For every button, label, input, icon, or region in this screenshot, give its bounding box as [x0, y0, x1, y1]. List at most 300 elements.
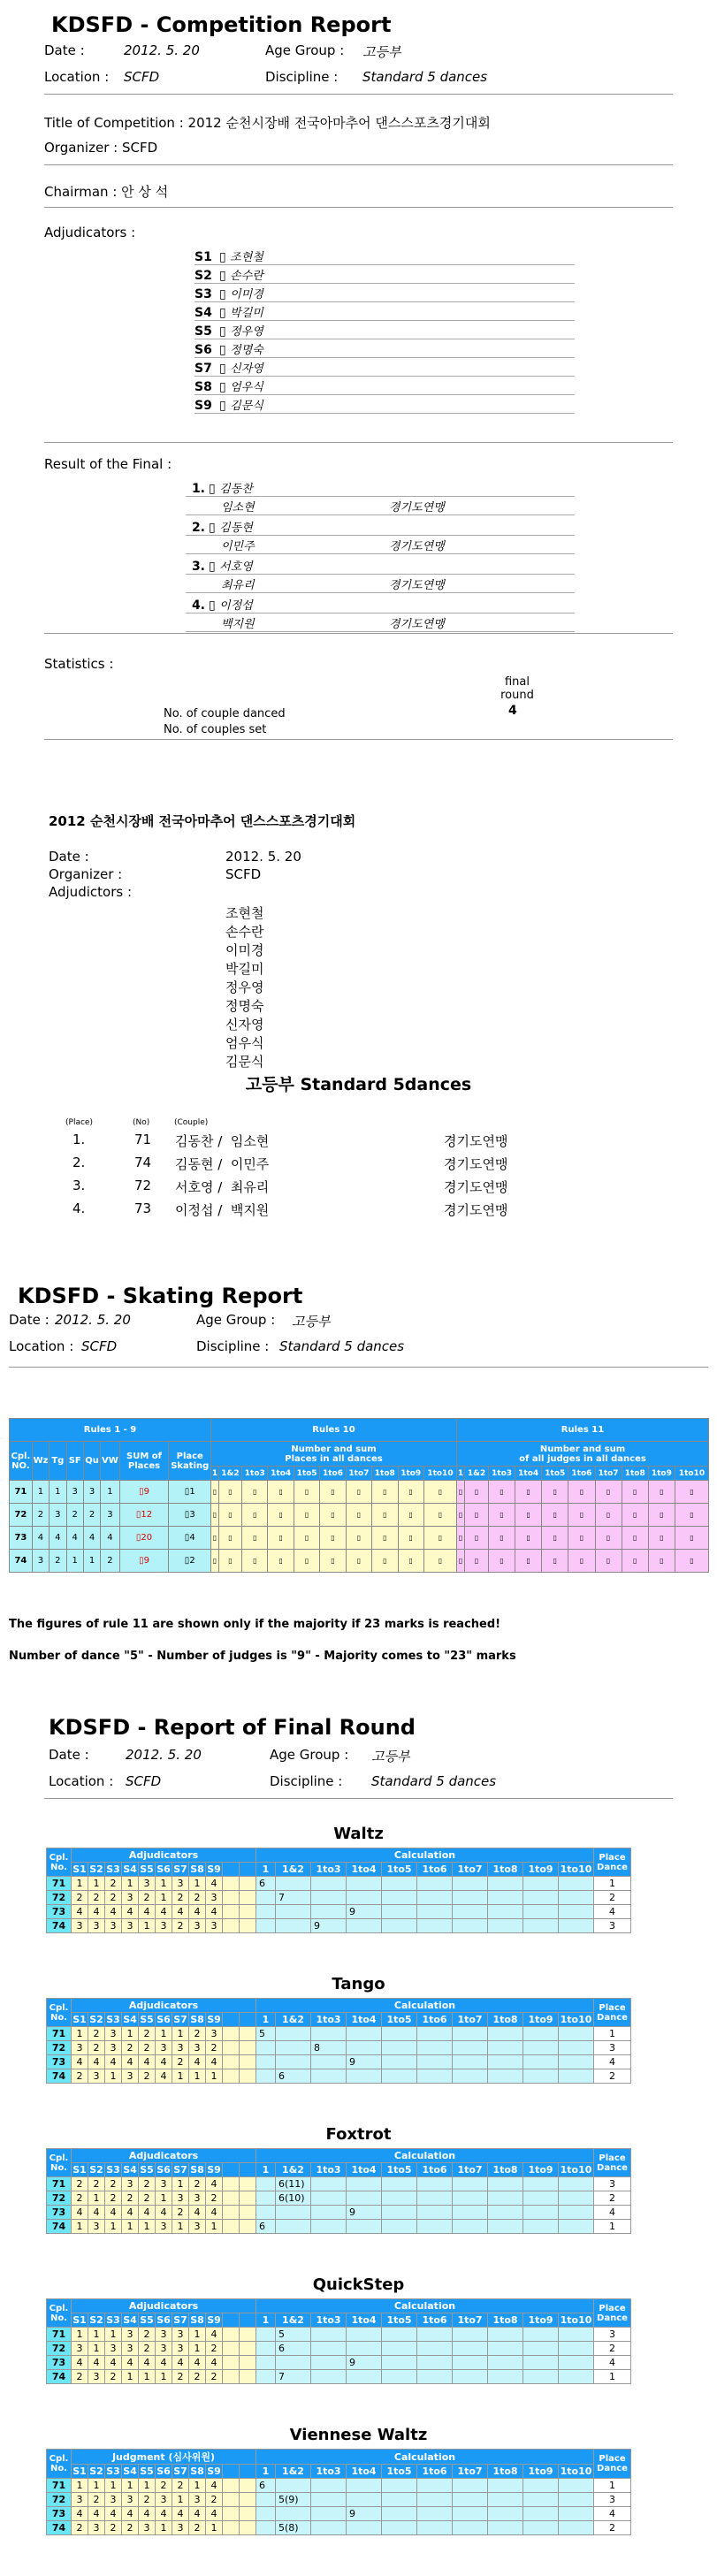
- judge-mark: 2: [72, 2370, 88, 2384]
- judge-mark: 2: [206, 2342, 223, 2356]
- judge-mark: 1: [172, 2493, 189, 2507]
- calc-col-header: 1to9: [398, 1467, 423, 1481]
- skating-cpl-no: 74: [10, 1550, 33, 1573]
- calc-col: 1to8: [488, 1863, 523, 1877]
- blank-mark: [240, 1905, 256, 1919]
- judge-mark: 4: [88, 1905, 105, 1919]
- calc-col: 1to10: [559, 2313, 594, 2328]
- skating-dance-place: 1: [50, 1481, 66, 1504]
- summary-number: 74: [134, 1155, 152, 1170]
- rule11-cell: ▯: [542, 1550, 568, 1573]
- judge-mark: 3: [189, 1919, 206, 1933]
- judge-mark: 4: [122, 2507, 139, 2521]
- adjudicator-name: 엄우식: [230, 381, 263, 394]
- calc-cell: [256, 2206, 276, 2220]
- calc-cell: [559, 2356, 594, 2370]
- calc-cell: [453, 2069, 488, 2084]
- adjudicators-header: Adjudicators: [72, 2149, 256, 2163]
- skating-dance-place: 1: [66, 1550, 83, 1573]
- blank-mark: [240, 2479, 256, 2493]
- calc-cell: [382, 2521, 417, 2535]
- judge-mark: 4: [105, 2206, 122, 2220]
- skating-row: [10, 1527, 709, 1550]
- blank-mark: [223, 2370, 240, 2384]
- calc-col-header: 1to4: [515, 1467, 542, 1481]
- judge-mark: 3: [122, 2342, 139, 2356]
- rule10-cell: ▯: [423, 1504, 456, 1527]
- skating-age-value: 고등부: [292, 1314, 331, 1330]
- adjudicator-name: 김문식: [230, 400, 263, 413]
- adj-col: S5: [140, 2014, 154, 2025]
- judge-mark: 4: [172, 1905, 189, 1919]
- judge-mark: 2: [172, 2370, 189, 2384]
- skating-date-value: 2012. 5. 20: [55, 1312, 131, 1328]
- judge-mark: 2: [88, 1891, 105, 1905]
- calc-col: 1to6: [417, 1863, 453, 1877]
- calc-col: 1: [256, 2013, 276, 2027]
- calc-col: 1to5: [382, 2313, 417, 2328]
- calc-cell: [347, 2328, 382, 2342]
- dance-place: 4: [594, 2356, 631, 2370]
- calc-cell: [417, 1891, 453, 1905]
- adjudicator-name: 정우영: [230, 325, 263, 339]
- judge-mark: 3: [139, 2521, 156, 2535]
- calc-cell: [488, 1891, 523, 1905]
- calc-cell: [276, 1877, 311, 1891]
- calc-col: 1to6: [417, 2465, 453, 2479]
- rule10-cell: ▯: [211, 1527, 219, 1550]
- dance-row: [47, 2342, 631, 2356]
- calc-cell: [453, 2370, 488, 2384]
- judge-mark: 1: [156, 2370, 172, 2384]
- discipline-value: Standard 5 dances: [362, 69, 488, 85]
- result-follower: 백지원: [221, 618, 255, 631]
- calc-cell: [311, 2370, 347, 2384]
- skating-dance-place: 4: [83, 1527, 100, 1550]
- judge-mark: 1: [139, 2220, 156, 2234]
- skating-note-1: The figures of rule 11 are shown only if the majority if 23 marks is reached!: [9, 1618, 501, 1631]
- blank-mark: [223, 2041, 240, 2055]
- judge-mark: 3: [72, 2493, 88, 2507]
- skating-cpl-no: 71: [10, 1481, 33, 1504]
- calc-cell: 5: [256, 2027, 276, 2041]
- calc-col: 1to5: [382, 2465, 417, 2479]
- calc-cell: [417, 2069, 453, 2084]
- judge-mark: 3: [105, 1919, 122, 1933]
- adjudicators-header: Adjudicators: [72, 2299, 256, 2313]
- calc-cell: [523, 2521, 559, 2535]
- rule11-cell: ▯: [488, 1527, 515, 1550]
- adjudicator-row: [195, 359, 575, 377]
- judge-mark: 2: [139, 1891, 156, 1905]
- calc-cell: [256, 1919, 276, 1933]
- judge-mark: 4: [172, 2356, 189, 2370]
- adjudicator-code: S6: [195, 343, 212, 357]
- dance-row: [47, 2507, 631, 2521]
- judge-mark: 3: [105, 2493, 122, 2507]
- calc-col: 1: [256, 2163, 276, 2177]
- dance-row: [47, 2328, 631, 2342]
- blank-adj-col: [223, 2313, 240, 2328]
- rule11-cell: ▯: [648, 1481, 675, 1504]
- place-dance-header: Place Dance: [594, 1999, 631, 2027]
- calc-col: 1: [256, 1863, 276, 1877]
- dance-cpl-no: 71: [47, 2479, 72, 2493]
- judge-mark: 3: [206, 1891, 223, 1905]
- calc-cell: [523, 2191, 559, 2206]
- judge-mark: 2: [189, 1891, 206, 1905]
- dance-place: 4: [594, 2206, 631, 2220]
- judge-mark: 3: [189, 2493, 206, 2507]
- rule10-cell: ▯: [268, 1550, 294, 1573]
- calc-cell: [488, 2521, 523, 2535]
- adj-col: S7: [173, 1863, 187, 1875]
- result-club: 경기도연맹: [389, 501, 445, 514]
- adjudicator-row: [195, 396, 575, 414]
- calc-cell: [559, 2370, 594, 2384]
- judge-mark: 2: [189, 2370, 206, 2384]
- judge-mark: 1: [156, 2521, 172, 2535]
- rule11-cell: ▯: [622, 1527, 648, 1550]
- result-follower-row: [186, 498, 575, 515]
- judge-mark: 1: [156, 1877, 172, 1891]
- calc-cell: [523, 2206, 559, 2220]
- rule11-cell: ▯: [568, 1527, 595, 1550]
- calc-cell: [347, 2493, 382, 2507]
- col-sf: SF: [66, 1442, 83, 1481]
- dance-cpl-no: 74: [47, 2370, 72, 2384]
- blank-mark: [240, 2055, 256, 2069]
- adjudicator-code: S5: [195, 324, 212, 339]
- calc-cell: [453, 2027, 488, 2041]
- skating-discipline-value: Standard 5 dances: [279, 1338, 405, 1354]
- calc-col: 1&2: [276, 2465, 311, 2479]
- blank-mark: [240, 1891, 256, 1905]
- judge-mark: 3: [172, 2191, 189, 2206]
- calc-cell: [453, 2328, 488, 2342]
- dance-place: 3: [594, 1919, 631, 1933]
- calc-cell: 5: [276, 2328, 311, 2342]
- adjudicator-row: [195, 340, 575, 358]
- adj-col: S5: [140, 2465, 154, 2477]
- judge-mark: 2: [105, 2521, 122, 2535]
- rule11-cell: ▯: [488, 1481, 515, 1504]
- skating-dance-place: 2: [32, 1504, 49, 1527]
- judge-mark: 1: [72, 2027, 88, 2041]
- dance-place: 4: [594, 2507, 631, 2521]
- judge-mark: 2: [189, 2521, 206, 2535]
- rule11-cell: ▯: [568, 1481, 595, 1504]
- calc-cell: [382, 1905, 417, 1919]
- adjudicator-code: S9: [195, 399, 212, 413]
- dance-place: 3: [594, 2328, 631, 2342]
- calc-col: 1to3: [311, 2163, 347, 2177]
- organizer-value: SCFD: [121, 140, 158, 156]
- calculation-header: Calculation: [256, 2299, 594, 2313]
- skating-place: [169, 1481, 211, 1504]
- skating-dance-place: 2: [101, 1550, 119, 1573]
- dance-row: [47, 2041, 631, 2055]
- calc-col-header: 1&2: [465, 1467, 489, 1481]
- calc-cell: [256, 2493, 276, 2507]
- dance-cpl-no: 72: [47, 2041, 72, 2055]
- adj-col: S5: [140, 1863, 154, 1875]
- calc-cell: [256, 2177, 276, 2191]
- calc-cell: [417, 2328, 453, 2342]
- judge-mark: 4: [156, 1905, 172, 1919]
- blank-mark: [223, 2055, 240, 2069]
- calc-col: 1to8: [488, 2465, 523, 2479]
- calc-cell: [382, 2177, 417, 2191]
- adj-col: S7: [173, 2164, 187, 2176]
- calc-cell: [256, 2041, 276, 2055]
- rule11-cell: ▯: [515, 1481, 542, 1504]
- rule10-cell: ▯: [372, 1481, 398, 1504]
- calc-cell: [417, 2479, 453, 2493]
- judge-mark: 4: [172, 2507, 189, 2521]
- skating-note-2: Number of dance "5" - Number of judges is "9" - Majority comes to "23" marks: [9, 1650, 516, 1663]
- judge-mark: 3: [139, 1877, 156, 1891]
- dance-row: [47, 2069, 631, 2084]
- calc-cell: [488, 1877, 523, 1891]
- skating-dance-place: 2: [50, 1550, 66, 1573]
- calc-cell: [523, 2055, 559, 2069]
- col-place: (Place): [65, 1118, 93, 1127]
- judge-mark: 1: [88, 2191, 105, 2206]
- rule11-cell: ▯: [675, 1527, 708, 1550]
- calc-cell: [382, 2069, 417, 2084]
- calc-col-header: 1to7: [346, 1467, 371, 1481]
- rule11-cell: ▯: [675, 1481, 708, 1504]
- col-place-skating: Place Skating: [169, 1442, 211, 1481]
- skating-sum: [119, 1550, 169, 1573]
- adj-col: S4: [123, 2465, 137, 2477]
- judge-mark: 2: [105, 1891, 122, 1905]
- calc-cell: [382, 2370, 417, 2384]
- dance-cpl-no: 74: [47, 2069, 72, 2084]
- dance-title: Viennese Waltz: [289, 2426, 428, 2444]
- skating-sum-value: 12: [141, 1510, 153, 1520]
- rule10-cell: ▯: [320, 1504, 346, 1527]
- judge-mark: 4: [105, 2055, 122, 2069]
- summary-adjudicator: 정명숙: [225, 998, 264, 1014]
- competition-report-title: KDSFD - Competition Report: [51, 12, 392, 37]
- blank-mark: [223, 2027, 240, 2041]
- rule10-cell: ▯: [242, 1550, 268, 1573]
- calc-cell: [311, 2069, 347, 2084]
- blank-mark: [223, 2191, 240, 2206]
- judge-mark: 2: [172, 2479, 189, 2493]
- dance-table: [46, 1998, 631, 2084]
- judge-mark: 2: [206, 2493, 223, 2507]
- rule11-cell: ▯: [542, 1481, 568, 1504]
- judge-mark: 2: [88, 2177, 105, 2191]
- calc-col-header: 1to3: [242, 1467, 268, 1481]
- judge-mark: 4: [122, 2055, 139, 2069]
- judge-mark: 2: [139, 2041, 156, 2055]
- calc-cell: [559, 2342, 594, 2356]
- result-leader: 이정섭: [219, 599, 253, 613]
- rule11-cell: ▯: [542, 1527, 568, 1550]
- calc-cell: 5(9): [276, 2493, 311, 2507]
- judge-mark: 1: [88, 2342, 105, 2356]
- dance-cpl-no: 74: [47, 2521, 72, 2535]
- result-follower-row: [186, 537, 575, 554]
- calc-cell: [417, 2177, 453, 2191]
- calc-col-header: 1to4: [268, 1467, 294, 1481]
- final-age-label: Age Group :: [270, 1747, 349, 1763]
- calc-cell: [382, 2206, 417, 2220]
- summary-club: 경기도연맹: [444, 1156, 508, 1172]
- calc-cell: 9: [347, 2356, 382, 2370]
- judge-mark: 2: [172, 2206, 189, 2220]
- blank-mark: [223, 1877, 240, 1891]
- dance-cpl-no: 74: [47, 2220, 72, 2234]
- box-glyph: ▯: [209, 560, 220, 574]
- calc-cell: [382, 2220, 417, 2234]
- calc-col-header: 1&2: [218, 1467, 241, 1481]
- judge-mark: 3: [122, 2328, 139, 2342]
- calc-cell: [382, 2328, 417, 2342]
- calc-col: 1to8: [488, 2313, 523, 2328]
- box-glyph: ▯: [219, 324, 231, 339]
- calc-cell: 8: [311, 2041, 347, 2055]
- calc-cell: [347, 2177, 382, 2191]
- calc-cell: 6: [276, 2069, 311, 2084]
- calculation-header: Calculation: [256, 2450, 594, 2465]
- calc-col: 1to3: [311, 2313, 347, 2328]
- summary-heading: 고등부 Standard 5dances: [245, 1075, 472, 1094]
- judge-mark: 3: [172, 2328, 189, 2342]
- calc-cell: [347, 1877, 382, 1891]
- judge-mark: 4: [206, 2507, 223, 2521]
- adj-col: S2: [89, 2164, 103, 2176]
- calc-cell: [311, 2507, 347, 2521]
- result-leader-row: [186, 518, 575, 536]
- adjudicator-code: S2: [195, 269, 212, 283]
- judge-mark: 4: [139, 2507, 156, 2521]
- rule11-cell: ▯: [515, 1550, 542, 1573]
- rule11-cell: ▯: [622, 1481, 648, 1504]
- final-location-value: SCFD: [126, 1773, 162, 1789]
- calc-cell: [453, 1919, 488, 1933]
- calc-col: 1&2: [276, 2013, 311, 2027]
- judge-mark: 4: [206, 1877, 223, 1891]
- calc-cell: [382, 2191, 417, 2206]
- dance-table: [46, 2449, 631, 2535]
- judge-mark: 3: [122, 1919, 139, 1933]
- col-wz: Wz: [32, 1442, 49, 1481]
- calc-cell: [311, 2342, 347, 2356]
- rule11-cell: ▯: [622, 1504, 648, 1527]
- calc-col-header: 1to5: [294, 1467, 319, 1481]
- judge-mark: 4: [206, 2479, 223, 2493]
- calc-cell: [523, 2479, 559, 2493]
- box-glyph: ▯: [219, 287, 231, 301]
- location-label: Location :: [44, 69, 110, 85]
- blank-mark: [223, 2507, 240, 2521]
- calc-cell: [559, 2069, 594, 2084]
- summary-place: 2.: [72, 1155, 86, 1170]
- blank-mark: [240, 1877, 256, 1891]
- judge-mark: 1: [139, 2479, 156, 2493]
- calc-col: 1to10: [559, 1863, 594, 1877]
- blank-mark: [240, 2041, 256, 2055]
- adj-col: S9: [207, 1863, 221, 1875]
- calc-cell: [453, 2055, 488, 2069]
- calc-cell: [488, 1905, 523, 1919]
- calc-cell: [523, 2493, 559, 2507]
- calc-cell: [453, 2521, 488, 2535]
- rule11-cell: ▯: [595, 1481, 622, 1504]
- result-leader-row: [186, 557, 575, 575]
- blank-mark: [223, 2356, 240, 2370]
- rule10-cell: ▯: [372, 1527, 398, 1550]
- skating-place-value: 2: [189, 1556, 195, 1566]
- dance-place: 4: [594, 2055, 631, 2069]
- judge-mark: 1: [105, 2220, 122, 2234]
- final-date-label: Date :: [49, 1747, 89, 1763]
- summary-title: 2012 순천시장배 전국아마추어 댄스스포츠경기대회: [49, 813, 356, 829]
- judge-mark: 1: [156, 2191, 172, 2206]
- judge-mark: 3: [105, 2342, 122, 2356]
- rule11-cell: ▯: [675, 1504, 708, 1527]
- calc-cell: [276, 2479, 311, 2493]
- adj-col: S9: [207, 2465, 221, 2477]
- calc-col: 1to4: [347, 2313, 382, 2328]
- judge-mark: 3: [172, 2041, 189, 2055]
- rule10-cell: ▯: [398, 1481, 423, 1504]
- rule10-cell: ▯: [268, 1481, 294, 1504]
- skating-dance-place: 1: [83, 1550, 100, 1573]
- calc-cell: [488, 2328, 523, 2342]
- chairman-value: 안 상 석: [121, 184, 169, 200]
- judge-mark: 3: [156, 2220, 172, 2234]
- col-sum: SUM of Places: [119, 1442, 169, 1481]
- date-label: Date :: [44, 42, 85, 58]
- rule11-cell: ▯: [457, 1481, 465, 1504]
- blank-mark: [240, 2370, 256, 2384]
- adj-col: S6: [156, 2014, 171, 2025]
- blank-mark: [223, 2493, 240, 2507]
- summary-date-label: Date :: [49, 849, 89, 865]
- calc-cell: [382, 2055, 417, 2069]
- judge-mark: 2: [72, 2521, 88, 2535]
- calc-col: 1to5: [382, 2163, 417, 2177]
- calc-cell: [382, 2041, 417, 2055]
- calc-cell: [347, 2342, 382, 2356]
- dance-cpl-no: 72: [47, 2191, 72, 2206]
- adjudicators-header: Adjudicators: [72, 1999, 256, 2013]
- rule10-cell: ▯: [398, 1504, 423, 1527]
- calc-cell: [488, 2479, 523, 2493]
- result-final-label: Result of the Final :: [44, 456, 172, 472]
- skating-location-value: SCFD: [81, 1338, 118, 1354]
- calc-col: 1to7: [453, 2013, 488, 2027]
- calc-cell: [417, 2041, 453, 2055]
- calc-col: 1to6: [417, 2163, 453, 2177]
- box-glyph: ▯: [139, 1487, 144, 1497]
- judge-mark: 4: [206, 2206, 223, 2220]
- calculation-header: Calculation: [256, 2149, 594, 2163]
- judge-mark: 2: [88, 2493, 105, 2507]
- judge-mark: 2: [122, 2521, 139, 2535]
- adjudicator-name: 신자영: [230, 362, 263, 376]
- calc-cell: 7: [276, 1891, 311, 1905]
- organizer-label: Organizer :: [44, 140, 118, 156]
- adj-col: S1: [72, 2465, 87, 2477]
- skating-sum-value: 9: [143, 1556, 149, 1566]
